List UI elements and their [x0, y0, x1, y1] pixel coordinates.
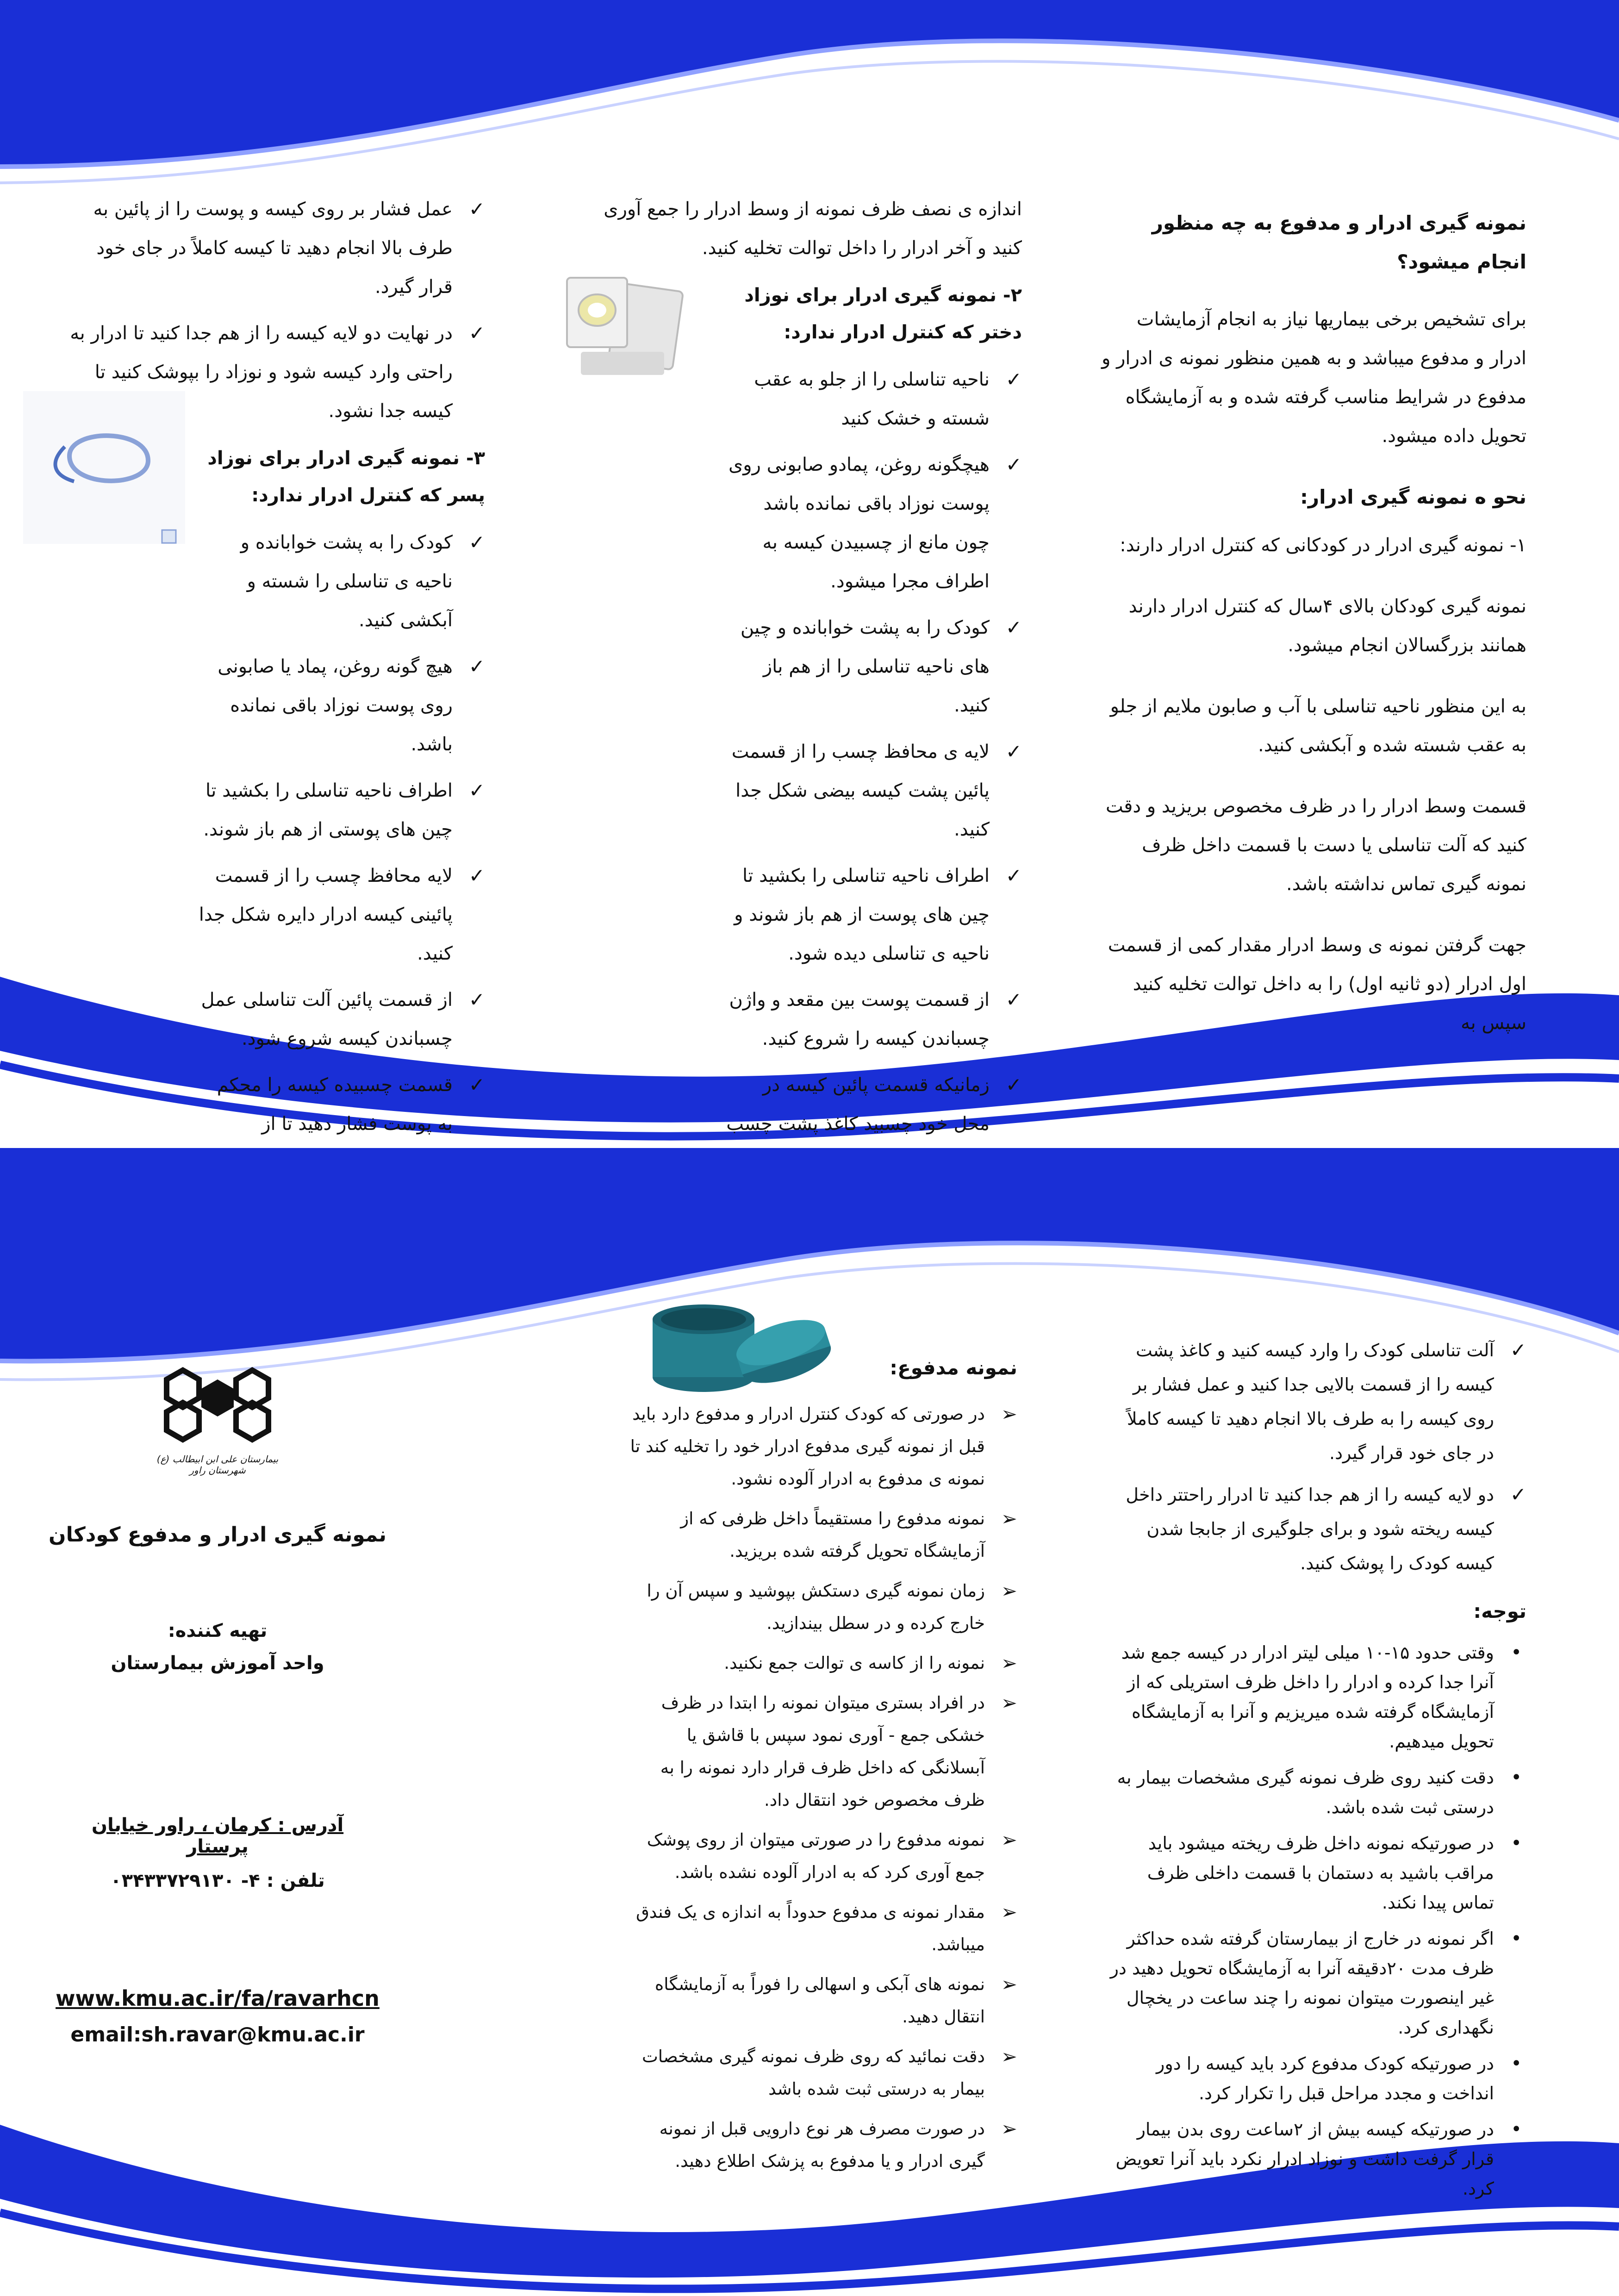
notes-column [1101, 1333, 1526, 2210]
check-icon: • [1511, 2053, 1522, 2074]
check-icon: ➢ [1001, 1973, 1017, 1996]
list-item [726, 732, 1022, 849]
list-item [198, 856, 485, 973]
list-item [198, 647, 485, 764]
list-item [726, 980, 1022, 1058]
list-item [1110, 1763, 1526, 1822]
check-icon: ➢ [1001, 1691, 1017, 1714]
intro-column [1101, 204, 1526, 1065]
check-icon: ✓ [468, 779, 485, 802]
check-icon: ✓ [1005, 453, 1022, 476]
list-item [619, 1824, 1017, 1889]
check-icon: • [1511, 2119, 1522, 2140]
list-item-text: کودک را به پشت خوابانده و ناحیه ی تناسلی را شسته و آبکشی کنید. [240, 532, 453, 631]
girl-infant-heading: ۲- نمونه گیری ادرار برای نوزاد دختر که کنترل ادرار ندارد: [744, 285, 1022, 343]
list-item [198, 771, 485, 849]
step-1-heading: ۱- نمونه گیری ادرار در کودکانی که کنترل ادرار دارند: [1120, 535, 1526, 556]
check-icon: • [1511, 1833, 1522, 1854]
list-item [726, 445, 1022, 601]
list-item-text: نمونه های آبکی و اسهالی را فوراً به آزمایشگاه انتقال دهید. [654, 1974, 985, 2027]
midstream-continuation: اندازه ی نصف ظرف نمونه از وسط ادرار را جمع آوری کنید و آخر ادرار را داخل توالت تخلیه کنید. [604, 199, 1022, 259]
list-item [1110, 1828, 1526, 1917]
list-item-text: در نهایت دو لایه کیسه را از هم جدا کنید تا ادرار به راحتی وارد کیسه شود و نوزاد را بپوشک کنید تا کیسه جدا نشود. [70, 323, 453, 422]
list-item [198, 523, 485, 640]
stool-heading: نمونه مدفوع: [890, 1356, 1017, 1379]
list-item-text: ناحیه تناسلی را از جلو به عقب شسته و خشک کنید [754, 369, 990, 429]
boy-infant-column [68, 190, 485, 1229]
specimen-container-image [643, 1292, 838, 1398]
list-item-text: وقتی حدود ۱۵-۱۰ میلی لیتر ادرار در کیسه جمع شد آنرا جدا کرده و ادرار را داخل ظرف استریلی که از آزمایشگاه گرفته شده میریزیم و آنرا به آزمایشگاه تحویل میدهیم. [1121, 1642, 1494, 1752]
check-icon: ➢ [1001, 1828, 1017, 1851]
logo-caption: بیمارستان علی ابن ابیطالب (ع) شهرستان راور [156, 1454, 279, 1476]
brochure-title: نمونه گیری ادرار و مدفوع کودکان [49, 1523, 386, 1547]
check-icon: ➢ [1001, 1403, 1017, 1425]
list-item-text: دقت کنید روی ظرف نمونه گیری مشخصات بیمار به درستی ثبت شده باشد. [1117, 1767, 1494, 1817]
list-item-text: نمونه مدفوع را در صورتی میتوان از روی پوشک جمع آوری کرد که به ادرار آلوده نشده باشد. [647, 1830, 985, 1882]
list-item-text: در افراد بستری میتوان نمونه را ابتدا در ظرف خشکی جمع - آوری نمود سپس با قاشق یا آبسلانگی که داخل ظرف قرار دارد نمونه را به ظرف مخصوص خود انتقال داد. [660, 1693, 985, 1810]
list-item [1110, 1638, 1526, 1756]
list-item [726, 608, 1022, 725]
intro-title: نمونه گیری ادرار و مدفوع به چه منظور انجام میشود؟ [1152, 212, 1526, 273]
list-item [619, 1575, 1017, 1640]
paragraph-first-part: جهت گرفتن نمونه ی وسط ادرار مقدار کمی از قسمت اول ادرار (دو ثانیه اول) را به داخل توالت تخلیه کنید سپس به [1108, 935, 1526, 1034]
list-item-text: نمونه مدفوع را مستقیماً داخل ظرفی که از آزمایشگاه تحویل گرفته شده بریزید. [680, 1509, 985, 1561]
list-item-text: مقدار نمونه ی مدفوع حدوداً به اندازه ی یک فندق میباشد. [636, 1902, 985, 1954]
list-item-text: در صورتیکه کیسه بیش از ۲ساعت روی بدن بیمار قرار گرفت داشت و نوزاد ادرار نکرد باید آنرا تعویض کرد. [1115, 2119, 1494, 2199]
check-icon: ✓ [1005, 616, 1022, 639]
boy-urine-bag-image [23, 391, 190, 549]
boy-infant-heading: ۳- نمونه گیری ادرار برای نوزاد پسر که کنترل ادرار ندارد: [207, 448, 485, 506]
list-item [198, 980, 485, 1058]
website-link[interactable]: www.kmu.ac.ir/fa/ravarhcn [56, 1986, 380, 2011]
list-item-text: دقت نمائید که روی ظرف نمونه گیری مشخصات بیمار به درستی ثبت شده باشد [641, 2046, 985, 2099]
paragraph-midstream: قسمت وسط ادرار را در ظرف مخصوص بریزید و دقت کنید که آلت تناسلی یا دست با قسمت داخل ظرف نمونه گیری تماس نداشته باشد. [1105, 796, 1526, 895]
list-item [619, 1968, 1017, 2033]
check-icon: ➢ [1001, 2117, 1017, 2140]
check-icon: ✓ [468, 655, 485, 678]
notes-list [1110, 1638, 1526, 2203]
check-icon: ✓ [1005, 368, 1022, 391]
list-item-text: نمونه را از کاسه ی توالت جمع نکنید. [724, 1653, 985, 1673]
list-item-text: قسمت چسبیده کیسه را محکم به پوست فشار دهید تا از [217, 1074, 453, 1135]
check-icon: ➢ [1001, 1652, 1017, 1674]
list-item-text: در صورتیکه کودک مدفوع کرد باید کیسه را دور انداخت و مجدد مراحل قبل را تکرار کرد. [1156, 2053, 1494, 2103]
girl-infant-steps [726, 360, 1022, 1182]
list-item-text: در صورت مصرف هر نوع دارویی قبل از نمونه گیری ادرار و یا مدفوع به پزشک اطلاع دهید. [659, 2119, 985, 2171]
check-icon: ✓ [468, 198, 485, 220]
check-icon: ✓ [468, 531, 485, 554]
list-item-text: در صورتیکه نمونه داخل ظرف ریخته میشود باید مراقب باشید به دستمان با قسمت داخلی ظرف تماس پیدا نکند. [1147, 1833, 1494, 1913]
check-icon: ➢ [1001, 1901, 1017, 1923]
check-icon: ✓ [1005, 988, 1022, 1011]
list-item-text: زمان نمونه گیری دستکش بپوشید و سپس آن را خارج کرده و در سطل بیندازید. [647, 1581, 985, 1633]
stool-steps [619, 1398, 1017, 2177]
list-item-text: دو لایه کیسه را از هم جدا کنید تا ادرار راحتتر داخل کیسه ریخته شود و برای جلوگیری از جابجا شدن کیسه کودک را پوشک کنید. [1126, 1485, 1494, 1573]
check-icon: ✓ [468, 1073, 485, 1096]
list-item [1110, 2049, 1526, 2108]
phone: تلفن : ۴- ۰۳۴۳۳۷۲۹۱۳۰ [110, 1870, 325, 1891]
bag-remaining-steps [1119, 1333, 1526, 1580]
list-item-text: از قسمت پوست بین مقعد و واژن چسباندن کیسه را شروع کنید. [729, 989, 990, 1049]
list-item-text: از قسمت پائین آلت تناسلی عمل چسباندن کیسه شروع شود. [201, 989, 453, 1049]
list-item [68, 190, 485, 306]
list-item [1110, 2115, 1526, 2203]
list-item-text: هیچگونه روغن، پمادو صابونی روی پوست نوزاد باقی نمانده باشد چون مانع از چسبیدن کیسه به اطراف مجرا میشود. [728, 454, 990, 592]
paragraph-adults: نمونه گیری کودکان بالای ۴سال که کنترل ادرار دارند همانند بزرگسالان انجام میشود. [1128, 596, 1526, 656]
list-item-text: در صورتی که کودک کنترل ادرار و مدفوع دارد باید قبل از نمونه گیری مدفوع ادرار خود را تخلیه کند تا نمونه ی مدفوع به ادرار آلوده نشود. [630, 1404, 985, 1489]
check-icon: ✓ [468, 322, 485, 344]
urine-bag-image [562, 273, 683, 384]
list-item [1119, 1478, 1526, 1580]
note-heading: توجه: [1473, 1600, 1526, 1622]
list-item-text: آلت تناسلی کودک را وارد کیسه کنید و کاغذ پشت کیسه را از قسمت بالایی جدا کنید و عمل فشار بر روی کیسه را به طرف بالا انجام دهید تا کیسه کاملاً در جای خود قرار گیرد. [1127, 1340, 1494, 1463]
check-icon: ➢ [1001, 2045, 1017, 2068]
intro-paragraph: برای تشخیص برخی بیماریها نیاز به انجام آزمایشات ادرار و مدفوع میباشد و به همین منظور نمونه ی ادرار و مدفوع در شرایط مناسب گرفته شده و به آزمایشگاه تحویل داده میشود. [1102, 309, 1526, 447]
brochure-page-outside [0, 1148, 1619, 2296]
check-icon: • [1511, 1767, 1522, 1788]
list-item [619, 2113, 1017, 2177]
list-item-text: کودک را به پشت خوابانده و چین های ناحیه تناسلی را از هم باز کنید. [740, 617, 990, 716]
stool-column [610, 1352, 1017, 2185]
top-wave-decoration [0, 0, 1619, 194]
address: آدرس : کرمان ، راور خیابان پرستار [91, 1815, 344, 1857]
check-icon: ➢ [1001, 1579, 1017, 1602]
email[interactable]: email:sh.ravar@kmu.ac.ir [70, 2023, 365, 2046]
list-item [619, 1896, 1017, 1961]
paragraph-washing: به این منظور ناحیه تناسلی با آب و صابون ملایم از جلو به عقب شسته شده و آبکشی کنید. [1110, 696, 1526, 756]
list-item-text: لایه محافظ چسب را از قسمت پائینی کیسه ادرار دایره شکل جدا کنید. [199, 865, 453, 964]
list-item [726, 856, 1022, 973]
check-icon: ✓ [1510, 1483, 1526, 1506]
check-icon: ➢ [1001, 1507, 1017, 1530]
list-item [1110, 1924, 1526, 2042]
list-item [726, 360, 1022, 438]
list-item-text: اطراف ناحیه تناسلی را بکشید تا چین های پوست از هم باز شوند و ناحیه ی تناسلی دیده شود. [734, 865, 990, 964]
list-item [619, 1647, 1017, 1679]
prepared-by-label: تهیه کننده: [168, 1620, 268, 1641]
list-item [1119, 1333, 1526, 1470]
boy-infant-steps [198, 523, 485, 1221]
check-icon: • [1511, 1928, 1522, 1949]
list-item [619, 1503, 1017, 1567]
check-icon: ✓ [1005, 864, 1022, 887]
list-item [619, 1687, 1017, 1816]
check-icon: • [1511, 1642, 1522, 1663]
list-item [619, 2040, 1017, 2105]
list-item [619, 1398, 1017, 1495]
list-item-text: لایه ی محافظ چسب را از قسمت پائین پشت کیسه بیضی شکل جدا کنید. [731, 741, 990, 840]
check-icon: ✓ [1005, 740, 1022, 763]
check-icon: ✓ [468, 988, 485, 1011]
list-item-text: زمانیکه قسمت پائین کیسه در محل خود چسبید کاغذ پشت چسب [726, 1074, 990, 1135]
list-item-text: اطراف ناحیه تناسلی را بکشید تا چین های پوستی از هم باز شوند. [203, 780, 453, 840]
check-icon: ✓ [468, 864, 485, 887]
prepared-by: واحد آموزش بیمارستان [111, 1653, 324, 1674]
list-item-text: اگر نمونه در خارج از بیمارستان گرفته شده حداکثر ظرف مدت ۲۰دقیقه آنرا به آزمایشگاه تحویل دهید در غیر اینصورت میتوان نمونه را چند ساعت در یخچال نگهداری کرد. [1110, 1928, 1494, 2038]
urine-sampling-heading: نحو ه نمونه گیری ادرار: [1300, 486, 1526, 508]
check-icon: ✓ [1005, 1073, 1022, 1096]
list-item-text: عمل فشار بر روی کیسه و پوست را از پائین به طرف بالا انجام دهید تا کیسه کاملاً در جای خود قرار گیرد. [93, 199, 453, 298]
list-item-text: هیچ گونه روغن، پماد یا صابونی روی پوست نوزاد باقی نمانده باشد. [218, 656, 453, 755]
check-icon: ✓ [1510, 1339, 1526, 1361]
